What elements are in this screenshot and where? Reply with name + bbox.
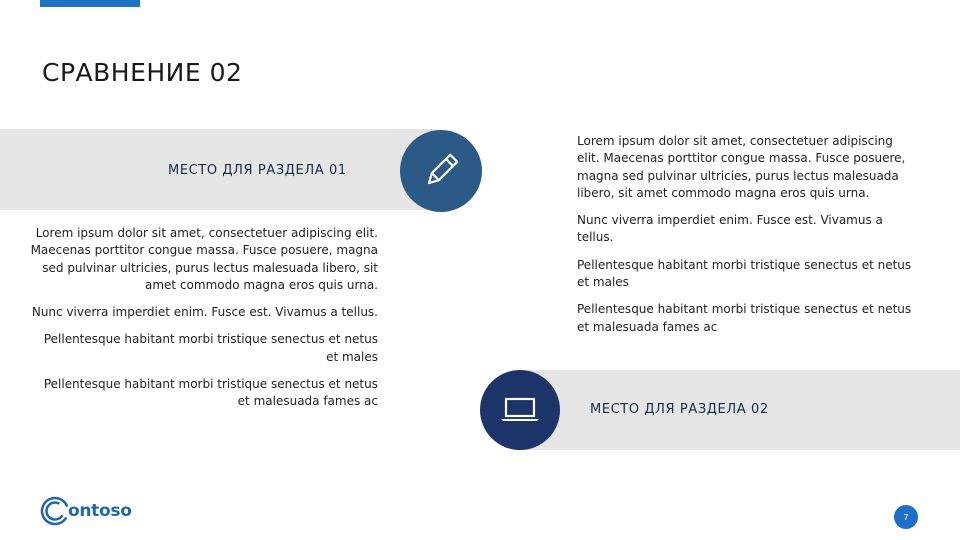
section-1-label: МЕСТО ДЛЯ РАЗДЕЛА 01	[168, 163, 347, 178]
laptop-icon	[498, 394, 542, 426]
section-1-paragraph-3: Pellentesque habitant morbi tristique senectus et netus et males	[43, 332, 378, 364]
section-1-icon-circle	[400, 130, 482, 212]
section-2-icon-circle	[480, 370, 560, 450]
logo-text: ontoso	[68, 501, 132, 521]
section-1-paragraph-2: Nunc viverra imperdiet enim. Fusce est. Vivamus a tellus.	[31, 305, 378, 320]
section-2-label: МЕСТО ДЛЯ РАЗДЕЛА 02	[590, 402, 769, 417]
slide-title: СРАВНЕНИЕ 02	[42, 58, 243, 87]
section-2-paragraph-4: Pellentesque habitant morbi tristique senectus et netus et malesuada fames ac	[577, 302, 912, 334]
section-2-text	[577, 133, 917, 346]
contoso-logo-icon	[40, 496, 70, 526]
section-2-paragraph-3: Pellentesque habitant morbi tristique senectus et netus et males	[577, 257, 912, 290]
page-number-badge: 7	[894, 505, 918, 529]
top-accent-bar	[40, 0, 140, 7]
pencil-icon	[419, 149, 463, 193]
section-2-paragraph-2: Nunc viverra imperdiet enim. Fusce est. Vivamus a tellus.	[577, 213, 883, 245]
section-2-paragraph-1: Lorem ipsum dolor sit amet, consectetuer adipiscing elit. Maecenas porttitor congue massa. Fusce posuere, magna sed pulvinar ultricies, purus lectus malesuada libero, sit amet commodo magna eros quis urna.	[577, 134, 906, 200]
contoso-logo	[40, 496, 132, 526]
section-1-text	[30, 225, 378, 421]
section-1-paragraph-4: Pellentesque habitant morbi tristique senectus et netus et malesuada fames ac	[43, 377, 378, 409]
section-1-paragraph-1: Lorem ipsum dolor sit amet, consectetuer adipiscing elit. Maecenas porttitor congue massa. Fusce posuere, magna sed pulvinar ultricies, purus lectus malesuada libero, sit amet commodo magna eros quis urna.	[30, 226, 378, 292]
